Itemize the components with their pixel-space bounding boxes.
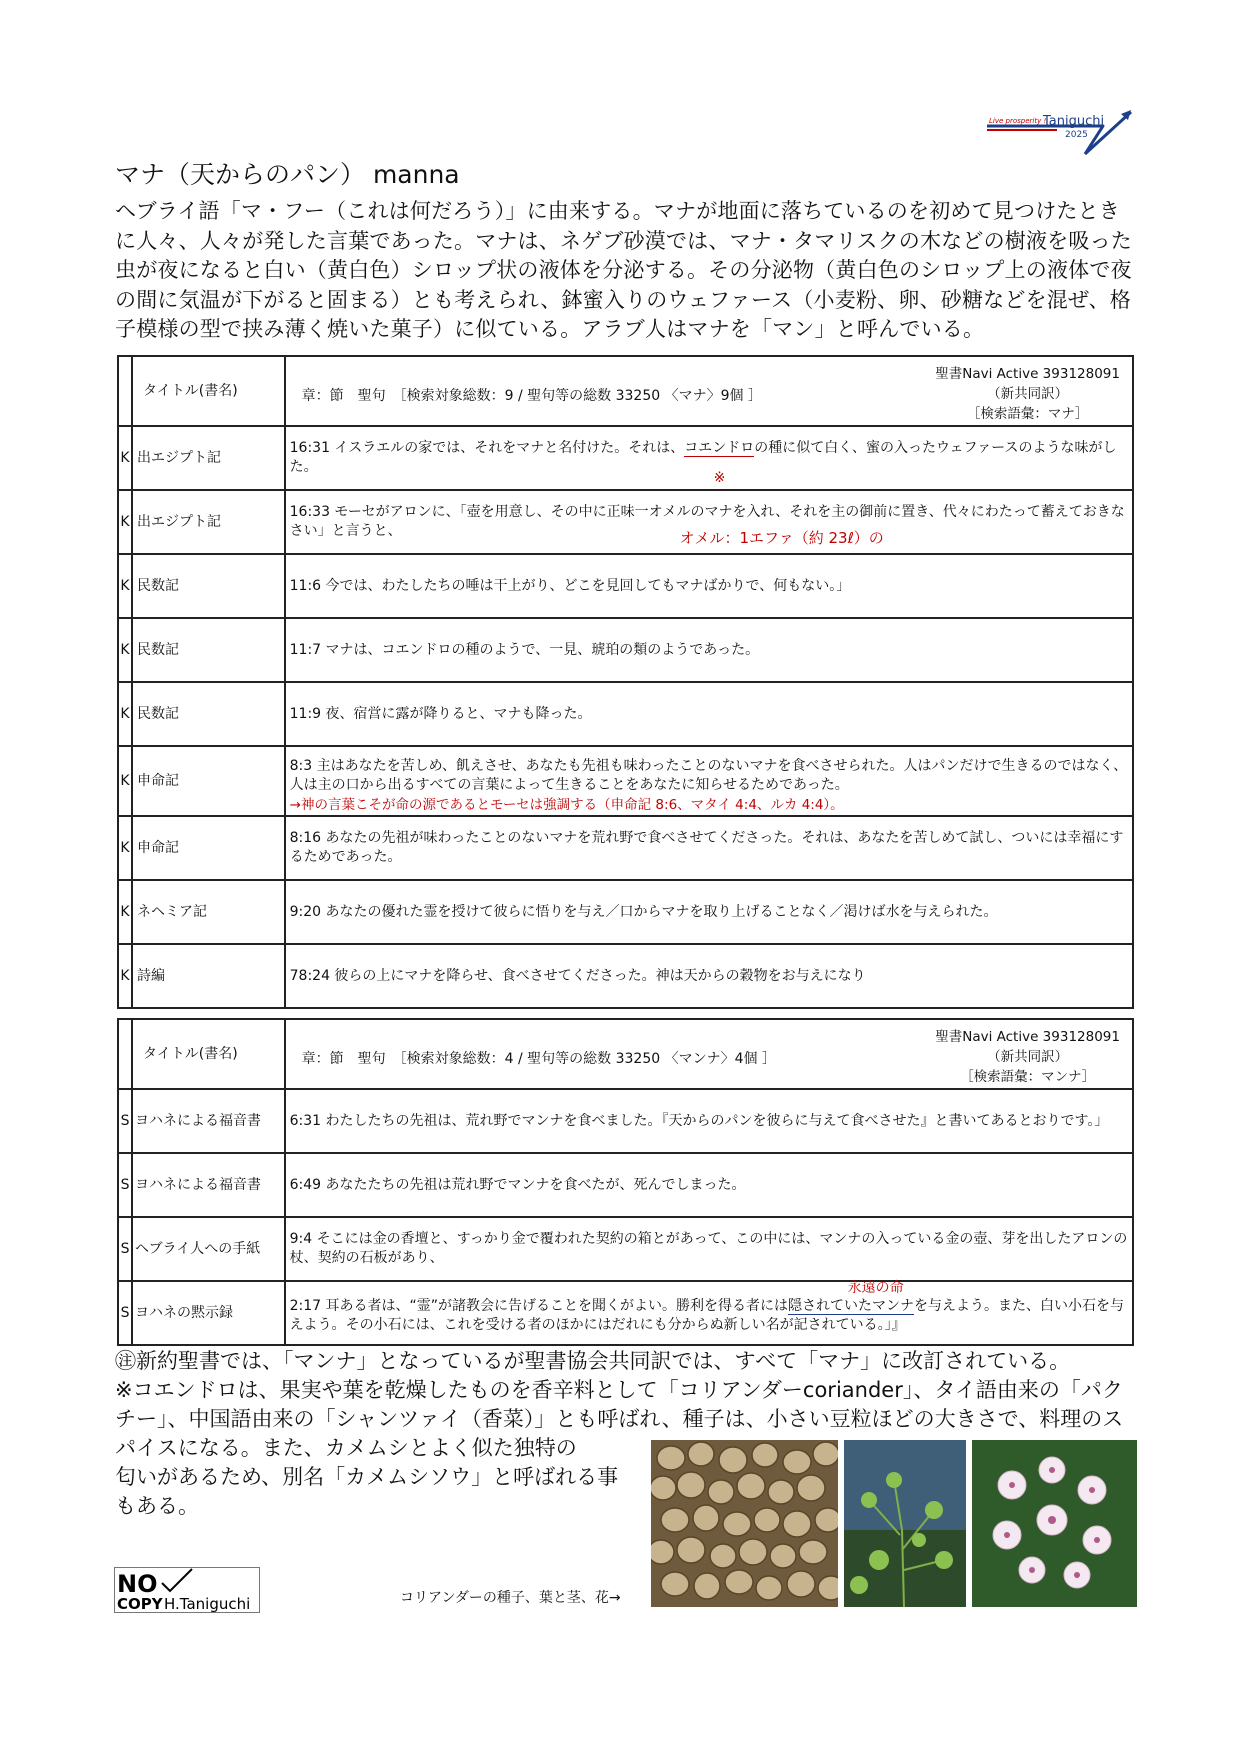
book-name: 申命記 <box>132 746 285 816</box>
book-name: ヘブライ人への手紙 <box>132 1217 285 1281</box>
search-term-label: ［検索語彙：マナ］ <box>966 406 1089 422</box>
footnote-coriander-cont: 匂いがあるため、別名「カメムシソウ」と呼ばれる事もある。 <box>115 1465 619 1518</box>
title-column-header: タイトル(書名) <box>132 1019 285 1089</box>
table-row <box>118 490 1133 554</box>
verse-text: 16:33 モーセがアロンに、「壺を用意し、その中に正味一オメルのマナを入れ、それを主の御前に置き、代々にわたって蓄えておきなさい」と言うと、 オメル：1エファ（約 23ℓ）の <box>285 490 1133 554</box>
row-mark: K <box>118 746 132 816</box>
row-mark: K <box>118 618 132 682</box>
chapter-verse-header: 章：節 聖句 ［検索対象総数：9 / 聖句等の総数 33250 〈マナ〉9個 ］ <box>301 388 762 404</box>
row-mark: S <box>118 1153 132 1217</box>
verse-text: 6:31 わたしたちの先祖は、荒れ野でマンナを食べました。『天からのパンを彼らに与えて食べさせた』と書いてあるとおりです。」 <box>285 1089 1133 1153</box>
translation-label: （新共同訳） <box>987 386 1069 402</box>
table-row <box>118 554 1133 618</box>
footnote-mark: ※ <box>713 470 726 486</box>
row-mark: K <box>118 490 132 554</box>
book-name: ヨハネの黙示録 <box>132 1281 285 1345</box>
table-row <box>118 746 1133 816</box>
row-mark: S <box>118 1281 132 1345</box>
intro-text: ヘブライ語「マ・フー（これは何だろう）」に由来する。マナが地面に落ちているのを初めて見つけたときに人々、人々が発した言葉であった。マナは、ネゲブ砂漠では、マナ・タマリスクの木などの樹液を吸った虫が夜になると白い（黄白色）シロップ状の液体を分泌する。その分泌物（黄白色のシロップ上の液体で夜の間に気温が下がると固まる）とも考えられ、鉢蜜入りのウェファース（小麦粉、卵、砂糖などを混ぜ、格子模様の型で挟み薄く焼いた菓子）に似ている。アラブ人はマナを「マン」と呼んでいる。 <box>115 199 1132 341</box>
chapter-verse-header: 章：節 聖句 ［検索対象総数：4 / 聖句等の総数 33250 〈マンナ〉4個 ］ <box>301 1051 776 1067</box>
verse-text: 78:24 彼らの上にマナを降らせ、食べさせてくださった。神は天からの穀物をお与えになり <box>285 944 1133 1008</box>
nocopy-logo <box>114 1567 260 1613</box>
nocopy-no: NO <box>117 1570 158 1598</box>
intro-paragraph <box>115 197 1137 345</box>
row-mark: K <box>118 682 132 746</box>
taniguchi-logo <box>985 108 1135 172</box>
omer-note: オメル：1エファ（約 23ℓ）の <box>679 529 884 547</box>
row-mark: S <box>118 1217 132 1281</box>
logo-year: 2025 <box>1065 130 1088 140</box>
book-name: ヨハネによる福音書 <box>132 1089 285 1153</box>
row-mark: K <box>118 554 132 618</box>
table-row <box>118 426 1133 490</box>
book-name: 申命記 <box>132 816 285 880</box>
verse-text: 8:3 主はあなたを苦しめ、飢えさせ、あなたも先祖も味わったことのないマナを食べさせられた。人はパンだけで生きるのではなく、人は主の口から出るすべての言葉によって生きることをあなたに知らせるためであった。 →神の言葉こそが命の源であるとモーセは強調する（申命記 8:6、マタイ 4:4、ルカ 4:4）。 <box>285 746 1133 816</box>
verse-table-manna <box>117 1018 1134 1346</box>
table-row <box>118 1153 1133 1217</box>
verse-text: 16:31 イスラエルの家では、それをマナと名付けた。それは、コエンドロの種に似て白く、蜜の入ったウェファースのような味がした。 ※ <box>285 426 1133 490</box>
eternal-life-note: 永遠の命 <box>847 1280 904 1296</box>
book-name: 出エジプト記 <box>132 490 285 554</box>
verse-text: 6:49 あなたたちの先祖は荒れ野でマンナを食べたが、死んでしまった。 <box>285 1153 1133 1217</box>
footnote-revision: ㊟新約聖書では、「マンナ」となっているが聖書協会共同訳では、すべて「マナ」に改訂されている。 <box>115 1349 1071 1373</box>
title-column-header: タイトル(書名) <box>132 356 285 426</box>
table-row <box>118 618 1133 682</box>
search-term-label: ［検索語彙：マンナ］ <box>960 1069 1096 1085</box>
book-name: 民数記 <box>132 554 285 618</box>
navi-label: 聖書Navi Active 393128091 <box>935 366 1120 382</box>
highlighted-word: コエンドロ <box>684 440 755 456</box>
table-row <box>118 880 1133 944</box>
logo-name: Taniguchi <box>1043 114 1105 129</box>
book-name: 民数記 <box>132 618 285 682</box>
table-row <box>118 816 1133 880</box>
table-row <box>118 1281 1133 1345</box>
verse-text: 永遠の命 2:17 耳ある者は、“霊”が諸教会に告げることを聞くがよい。勝利を得る者には隠されていたマンナを与えよう。また、白い小石を与えよう。その小石には、これを受ける者のほかにはだれにも分からぬ新しい名が記されている。」』 <box>285 1281 1133 1345</box>
verse-text: 11:6 今では、わたしたちの唾は干上がり、どこを見回してもマナばかりで、何もない。」 <box>285 554 1133 618</box>
table-row <box>118 1089 1133 1153</box>
row-mark: S <box>118 1089 132 1153</box>
footnote-coriander: ※コエンドロは、果実や葉を乾燥したものを香辛料として「コリアンダーcoriander」、タイ語由来の「パクチー」、中国語由来の「シャンツァイ（香菜）」とも呼ばれ、種子は、小さい豆粒ほどの大きさで、料理のスパイスになる。また、カメムシとよく似た独特の <box>115 1378 1124 1460</box>
translation-label: （新共同訳） <box>987 1049 1069 1065</box>
table-row <box>118 944 1133 1008</box>
row-mark: K <box>118 426 132 490</box>
table-row <box>118 682 1133 746</box>
page-title: マナ（天からのパン） manna <box>115 160 460 189</box>
verse-table-mana <box>117 355 1134 1009</box>
logo-tagline: Live prosperity ! <box>989 117 1047 125</box>
deuteronomy-note: →神の言葉こそが命の源であるとモーセは強調する（申命記 8:6、マタイ 4:4、ルカ 4:4）。 <box>289 797 844 813</box>
table-header-row <box>118 1019 1133 1089</box>
navi-label: 聖書Navi Active 393128091 <box>935 1029 1120 1045</box>
verse-text: 11:7 マナは、コエンドロの種のようで、一見、琥珀の類のようであった。 <box>285 618 1133 682</box>
book-name: ネヘミア記 <box>132 880 285 944</box>
verse-text: 9:4 そこには金の香壇と、すっかり金で覆われた契約の箱とがあって、この中には、マンナの入っている金の壺、芽を出したアロンの杖、契約の石板があり、 <box>285 1217 1133 1281</box>
nocopy-copy: COPY <box>117 1595 163 1613</box>
photo-caption: コリアンダーの種子、葉と茎、花→ <box>400 1590 621 1606</box>
book-name: ヨハネによる福音書 <box>132 1153 285 1217</box>
row-mark: K <box>118 880 132 944</box>
verse-text: 9:20 あなたの優れた霊を授けて彼らに悟りを与え／口からマナを取り上げることなく／渇けば水を与えられた。 <box>285 880 1133 944</box>
book-name: 詩編 <box>132 944 285 1008</box>
book-name: 出エジプト記 <box>132 426 285 490</box>
row-mark: K <box>118 944 132 1008</box>
verse-text: 11:9 夜、宿営に露が降りると、マナも降った。 <box>285 682 1133 746</box>
nocopy-author: H.Taniguchi <box>164 1595 251 1613</box>
highlighted-phrase: 隠されていたマンナ <box>788 1298 915 1314</box>
navi-info <box>935 364 1120 424</box>
coriander-leaves-photo <box>844 1440 966 1607</box>
coriander-flower-photo <box>972 1440 1137 1607</box>
navi-info <box>935 1027 1120 1087</box>
verse-text: 8:16 あなたの先祖が味わったことのないマナを荒れ野で食べさせてくださった。それは、あなたを苦しめて試し、ついには幸福にするためであった。 <box>285 816 1133 880</box>
coriander-seeds-photo <box>651 1440 838 1607</box>
row-mark: K <box>118 816 132 880</box>
table-row <box>118 1217 1133 1281</box>
book-name: 民数記 <box>132 682 285 746</box>
table-header-row <box>118 356 1133 426</box>
